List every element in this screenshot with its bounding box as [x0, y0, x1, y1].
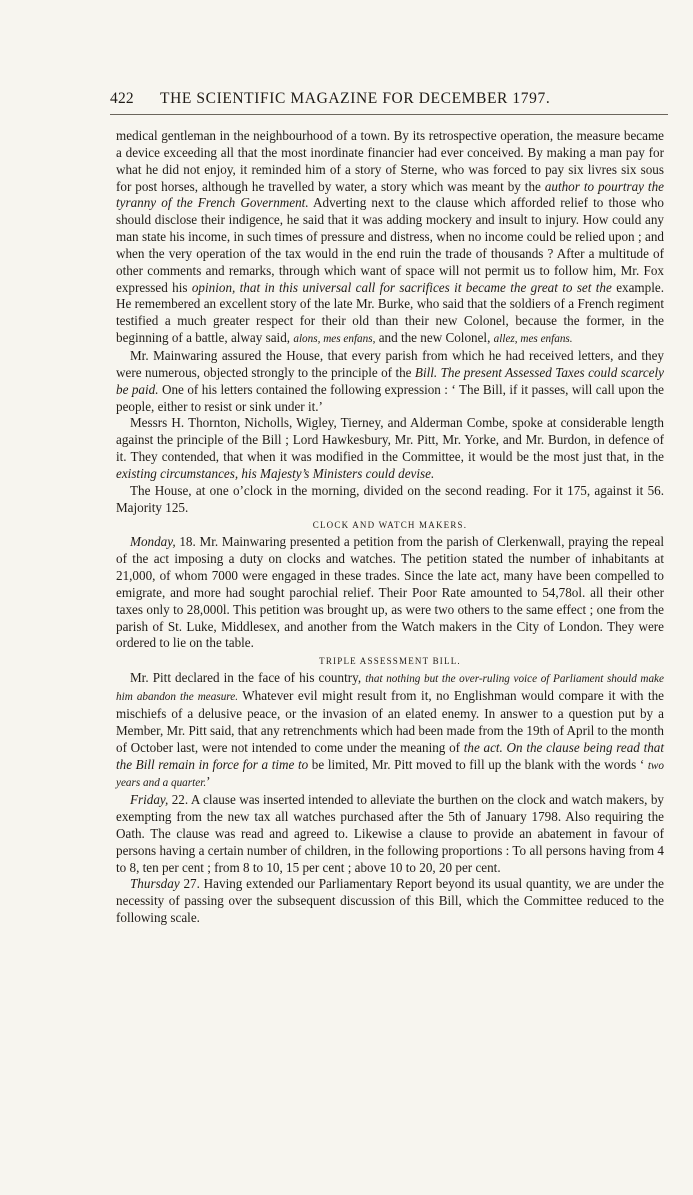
- text-run: be limited, Mr. Pitt moved to fill up the blank with the words ‘: [308, 756, 648, 772]
- italic-run: allez, mes enfans.: [493, 333, 573, 346]
- page-number: 422: [110, 90, 134, 107]
- text-run: The House, at one o’clock in the morning, divided on the second reading. For it 175, against it 56. Majority 125.: [116, 482, 664, 515]
- paragraph: [116, 670, 664, 792]
- text-run: 27. Having extended our Parliamentary Report beyond its usual quantity, we are under the necessity of passing over the subsequent discussion of this Bill, which the Committee reduced to the following scale.: [116, 876, 664, 926]
- text-run: Adverting next to the clause which afforded relief to those who should disclose their indigence, he said that it was adding mockery and insult to injury. How could any man state his income, in such times of pressure and distress, when no income could be relied upon ; and when the very operation of the tax would in the end ruin the trade of thousands ? After a multitude of other comments and remarks, through which want of space will not permit us to follow him, Mr. Fox expressed his: [116, 195, 664, 295]
- text-run: 18. Mr. Mainwaring presented a petition from the parish of Clerkenwall, praying the repeal of the act imposing a duty on clocks and watches. The petition stated the number of inhabitants at 21,000, of whom 7000 were engaged in these trades. Since the late act, many have been compelled to emigrate, and more had sought parochial relief. Their Poor Rate amounted to 54,78ol. all their other taxes only to 28,000l. This petition was brought up, as were two others to the same effect ; one from the parish of St. Luke, Middlesex, and another from the Watch makers in the City of London. They were ordered to lie on the table.: [116, 534, 664, 651]
- paragraph: [116, 415, 664, 482]
- text-run: Mr. Mainwaring assured the House, that every parish from which he had received letters, and they were numerous, objected strongly to the principle of the: [116, 347, 664, 380]
- header-rule: [110, 114, 668, 115]
- paragraph: [116, 483, 664, 517]
- paragraph: [116, 348, 664, 415]
- italic-run: alons, mes enfans,: [293, 333, 376, 346]
- italic-run: Bill. The present Assessed Taxes could scarcely be paid.: [116, 364, 664, 397]
- paragraph: [116, 876, 664, 927]
- text-run: One of his letters contained the following expression : ‘ The Bill, if it passes, will call upon the people, either to resist or sink under it.’: [116, 381, 664, 414]
- italic-run: Friday,: [130, 792, 169, 808]
- italic-run: that nothing but the over-ruling voice of Parliament should make him abandon the measure.: [116, 673, 664, 704]
- text-run: Messrs H. Thornton, Nicholls, Wigley, Tierney, and Alderman Combe, spoke at considerable length against the principle of the Bill ; Lord Hawkesbury, Mr. Pitt, Mr. Yorke, and Mr. Burdon, in defence of it. They contended, that when it was modified in the Committee, it would be the most just that, in the: [116, 415, 664, 465]
- text-run: ’: [206, 774, 211, 790]
- article-body: [116, 128, 664, 927]
- text-run: example. He remembered an excellent story of the late Mr. Burke, who said that the soldiers of a French regiment testified a much greater respect for their old than their new Colonel, because the former, in the beginning of a battle, alway said,: [116, 279, 664, 346]
- italic-run: opinion, that in this universal call for sacrifices it became the great to set the: [191, 279, 612, 295]
- paragraph: [116, 128, 664, 348]
- italic-run: Monday,: [130, 534, 176, 550]
- section-heading: TRIPLE ASSESSMENT BILL.: [319, 656, 461, 667]
- italic-run: existing circumstances, his Majesty’s Ministers could devise.: [116, 465, 435, 481]
- italic-run: Thursday: [130, 876, 180, 892]
- text-run: and the new Colonel,: [375, 330, 494, 346]
- section-heading: CLOCK AND WATCH MAKERS.: [312, 520, 468, 531]
- text-run: 22. A clause was inserted intended to alleviate the burthen on the clock and watch makers, by exempting from the new tax all watches purchased after the 5th of January 1798. Also requiring the Oath. The clause was read and agreed to. Likewise a clause to provide an abatement in favour of persons having a certain number of children, in the following proportions : To all persons having from 4 to 8, ten per cent ; from 8 to 10, 15 per cent ; above 10 to 20, 20 per cent.: [116, 792, 664, 875]
- italic-run: author to pourtray the tyranny of the French Government.: [116, 178, 664, 211]
- italic-run: the act. On the clause being read that the Bill remain in force for a time to: [116, 739, 665, 772]
- paragraph: [116, 792, 664, 876]
- paragraph: [116, 534, 664, 652]
- italic-run: two years and a quarter.: [116, 759, 664, 790]
- text-run: medical gentleman in the neighbourhood of a town. By its retrospective operation, the measure became a device exceeding all that the most inordinate financier had ever conceived. By making a man pay for what he did not enjoy, it reminded him of a story of Sterne, who was forced to pay six livres six sous for post horses, although he travelled by water, a story which was meant by the: [116, 128, 664, 194]
- running-title: THE SCIENTIFIC MAGAZINE FOR DECEMBER 1797.: [160, 90, 551, 107]
- running-header: [110, 90, 670, 112]
- text-run: Mr. Pitt declared in the face of his country,: [130, 670, 366, 686]
- text-run: Whatever evil might result from it, no Englishman would compare it with the mischiefs of a delusive peace, or the invasion of an elated enemy. In answer to a question put by a Member, Mr. Pitt said, that any retrenchments which had been made from the 19th of April to the month of October last, were not intended to come under the meaning of: [116, 688, 664, 755]
